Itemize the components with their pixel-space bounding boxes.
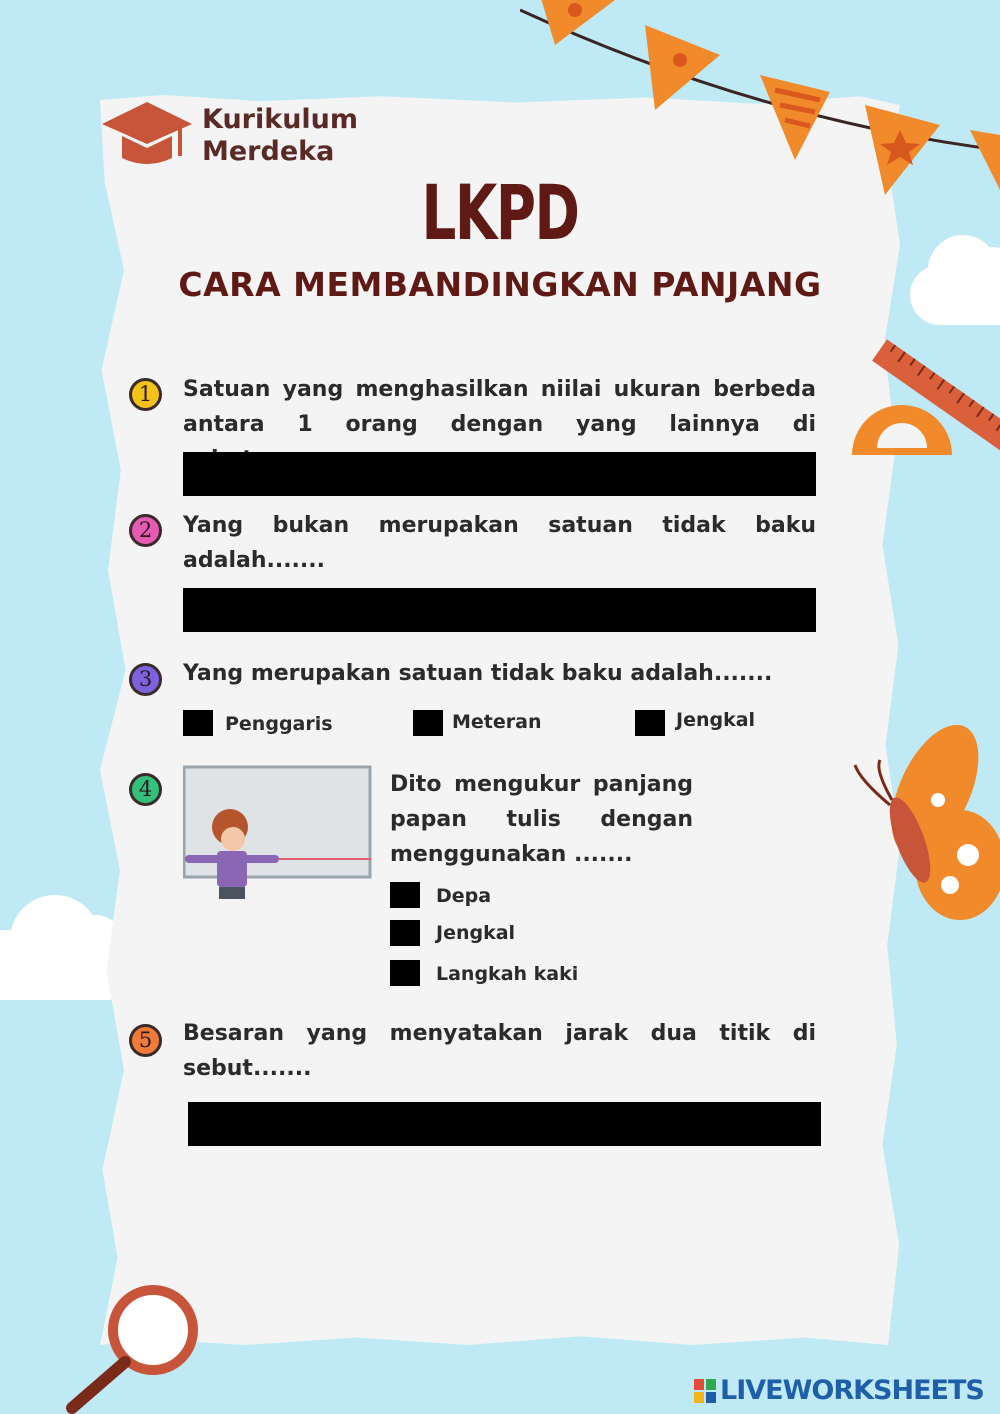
option-checkbox[interactable] — [635, 710, 665, 736]
answer-field-2[interactable] — [183, 588, 816, 632]
question-text: Dito mengukur panjang papan tulis dengan menggunakan ....... — [390, 772, 693, 867]
ruler-protractor-icon — [850, 330, 1000, 470]
option-label: Depa — [436, 885, 492, 907]
logo-text — [202, 104, 358, 168]
question-number-badge: 1 — [129, 378, 162, 411]
question-number-badge: 5 — [129, 1024, 162, 1057]
option-checkbox[interactable] — [390, 960, 420, 986]
option-label: Meteran — [452, 711, 542, 733]
option-label: Penggaris — [225, 713, 333, 735]
logo-line2: Merdeka — [202, 136, 335, 167]
question-number-badge: 4 — [129, 773, 162, 806]
option-checkbox[interactable] — [413, 710, 443, 736]
question-number-badge: 3 — [129, 663, 162, 696]
question-text: Besaran yang menyatakan jarak dua titik di sebut....... — [183, 1021, 816, 1081]
option-checkbox[interactable] — [183, 710, 213, 736]
option-label: Jengkal — [676, 709, 756, 731]
page-title: LKPD — [421, 168, 579, 257]
page-subtitle: CARA MEMBANDINGKAN PANJANG — [178, 265, 822, 304]
magnifier-icon — [60, 1280, 200, 1414]
graduation-cap-icon — [100, 100, 195, 170]
logo-line1: Kurikulum — [202, 104, 359, 135]
question-number-badge: 2 — [129, 514, 162, 547]
option-checkbox[interactable] — [390, 882, 420, 908]
liveworksheets-brand: LIVEWORKSHEETS — [720, 1375, 984, 1406]
answer-field-5[interactable] — [188, 1102, 821, 1146]
question-text: Yang merupakan satuan tidak baku adalah....... — [183, 661, 773, 686]
whiteboard-measuring-illustration — [183, 765, 373, 905]
liveworksheets-logo-icon — [694, 1379, 716, 1403]
option-label: Jengkal — [436, 922, 516, 944]
option-checkbox[interactable] — [390, 920, 420, 946]
question-text: Satuan yang menghasilkan niilai ukuran berbeda antara 1 orang dengan yang lainnya di — [183, 377, 816, 437]
butterfly-icon — [850, 720, 1000, 920]
option-label: Langkah kaki — [436, 963, 579, 985]
answer-field-1[interactable] — [183, 452, 816, 496]
question-text: Yang bukan merupakan satuan tidak baku adalah....... — [183, 513, 816, 573]
